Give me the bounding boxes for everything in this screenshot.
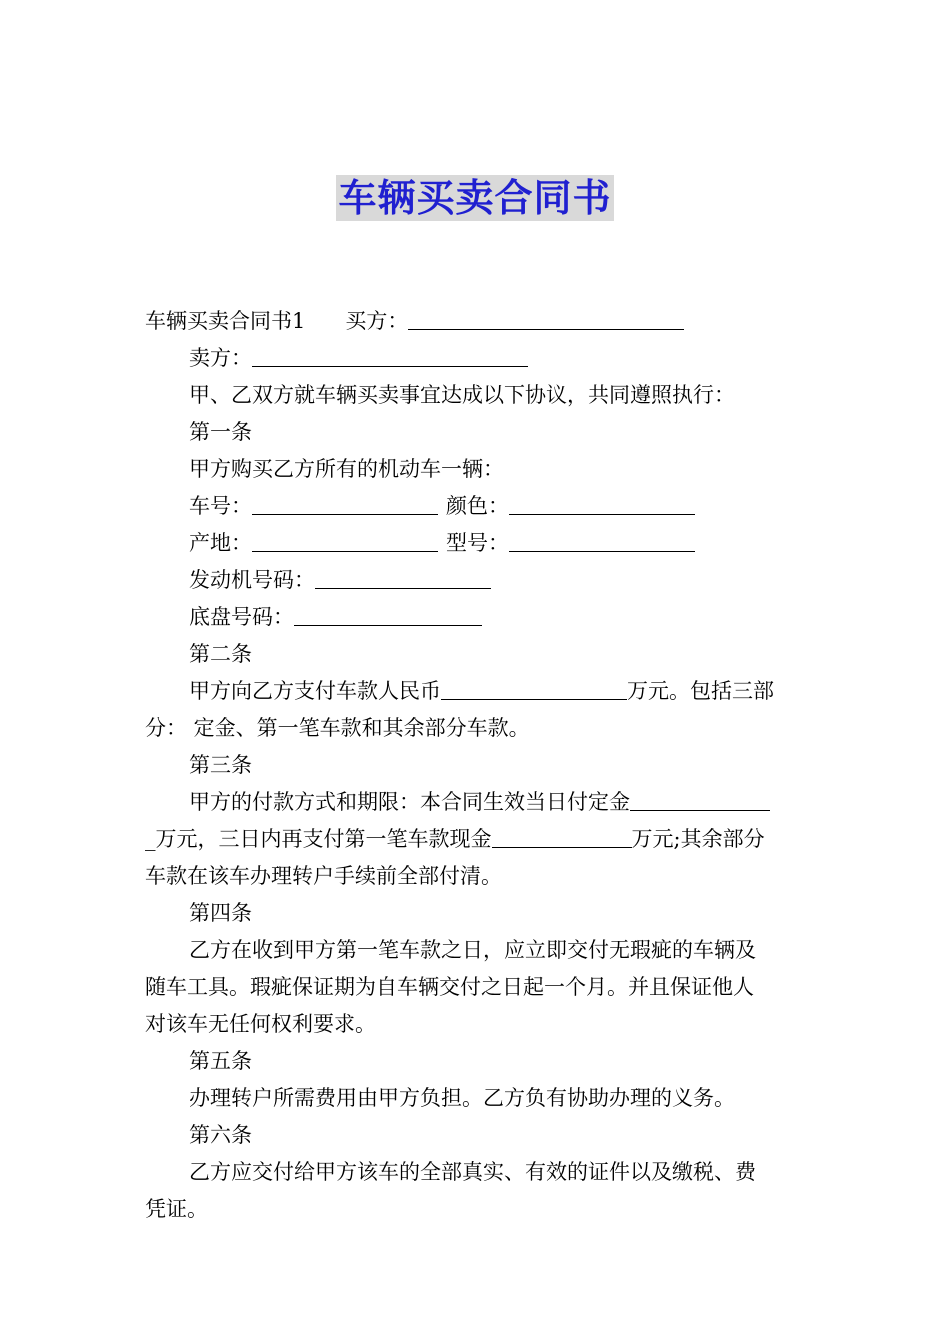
article-5-line-1: 办理转户所需费用由甲方负担。乙方负有协助办理的义务。 xyxy=(189,1086,735,1110)
engine-blank xyxy=(315,564,491,589)
deposit-blank xyxy=(630,786,770,811)
article-4-line-1: 乙方在收到甲方第一笔车款之日，应立即交付无瑕疵的车辆及 xyxy=(189,938,756,962)
article-3-line-1 xyxy=(145,784,807,821)
origin-label: 产地： xyxy=(189,531,252,555)
plate-color-line xyxy=(145,488,807,525)
color-label: 颜色： xyxy=(446,494,509,518)
first-payment-blank xyxy=(492,823,632,848)
article-2-line-2: 分： 定金、第一笔车款和其余部分车款。 xyxy=(145,716,530,740)
intro-line: 甲、乙双方就车辆买卖事宜达成以下协议，共同遵照执行： xyxy=(189,383,735,407)
seller-label: 卖方： xyxy=(189,346,252,370)
model-blank xyxy=(509,527,695,552)
chassis-blank xyxy=(294,601,482,626)
origin-model-line xyxy=(145,525,807,562)
buyer-blank xyxy=(408,305,684,330)
engine-label: 发动机号码： xyxy=(189,568,315,592)
origin-blank xyxy=(252,527,438,552)
color-blank xyxy=(509,490,695,515)
article-3-text-b: _万元，三日内再支付第一笔车款现金 xyxy=(145,827,492,851)
buyer-line xyxy=(145,303,807,340)
article-4-line-2: 随车工具。瑕疵保证期为自车辆交付之日起一个月。并且保证他人 xyxy=(145,975,754,999)
article-3-text-a: 甲方的付款方式和期限：本合同生效当日付定金 xyxy=(189,790,630,814)
article-1-text: 甲方购买乙方所有的机动车一辆： xyxy=(189,457,504,481)
plate-label: 车号： xyxy=(189,494,252,518)
chassis-label: 底盘号码： xyxy=(189,605,294,629)
article-2-line-1 xyxy=(145,673,807,710)
plate-blank xyxy=(252,490,438,515)
engine-line xyxy=(145,562,807,599)
article-6-heading: 第六条 xyxy=(189,1123,252,1147)
document-title: 车辆买卖合同书 xyxy=(338,176,612,220)
model-label: 型号： xyxy=(446,531,509,555)
seller-line xyxy=(145,340,807,377)
article-5-heading: 第五条 xyxy=(189,1049,252,1073)
article-2-text-b: 万元。包括三部 xyxy=(627,679,774,703)
chassis-line xyxy=(145,599,807,636)
article-1-heading: 第一条 xyxy=(189,420,252,444)
title-wrap xyxy=(0,175,950,221)
seller-blank xyxy=(252,342,528,367)
article-6-line-1: 乙方应交付给甲方该车的全部真实、有效的证件以及缴税、费 xyxy=(189,1160,756,1184)
article-3-text-c: 万元;其余部分 xyxy=(631,827,765,851)
article-6-line-2: 凭证。 xyxy=(145,1197,208,1221)
article-3-line-3: 车款在该车办理转户手续前全部付清。 xyxy=(145,864,502,888)
buyer-label: 买方： xyxy=(345,309,409,333)
article-2-heading: 第二条 xyxy=(189,642,252,666)
contract-body xyxy=(145,303,807,1228)
article-4-heading: 第四条 xyxy=(189,901,252,925)
article-2-text-a: 甲方向乙方支付车款人民币 xyxy=(189,679,441,703)
article-3-heading: 第三条 xyxy=(189,753,252,777)
price-blank xyxy=(441,675,627,700)
article-4-line-3: 对该车无任何权利要求。 xyxy=(145,1012,376,1036)
contract-ref: 车辆买卖合同书1 xyxy=(145,309,306,333)
article-3-line-2 xyxy=(145,821,807,858)
